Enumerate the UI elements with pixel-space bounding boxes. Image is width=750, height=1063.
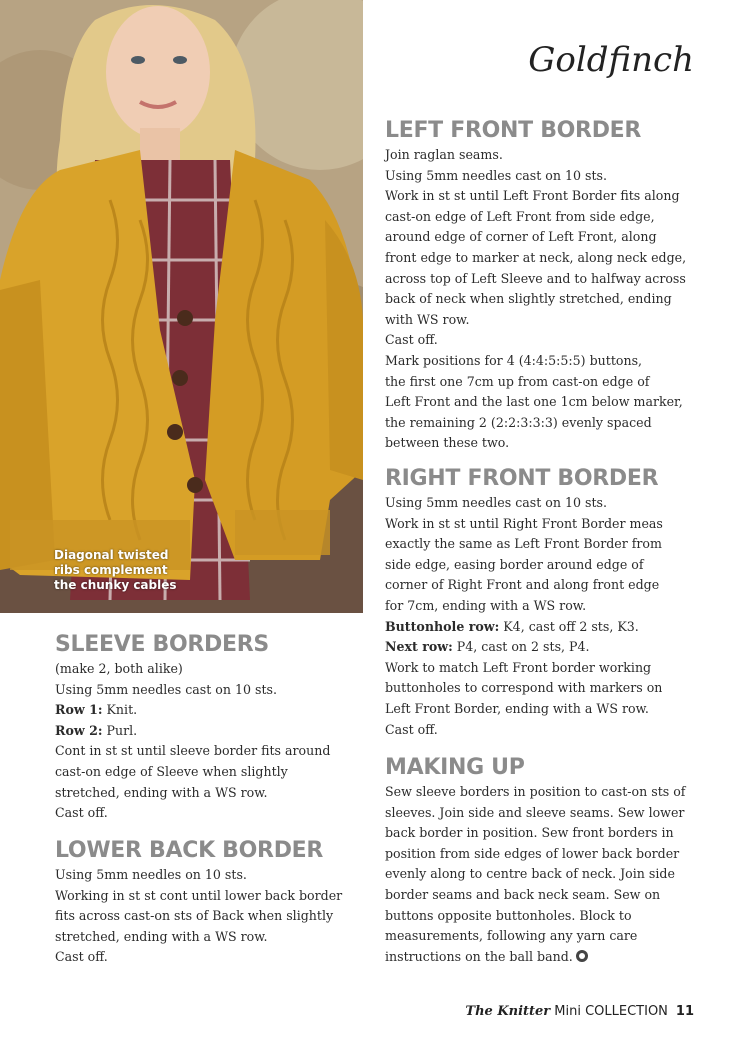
text-line: Cast off. (385, 332, 438, 348)
text-line: Left Front Border, ending with a WS row. (385, 700, 649, 716)
text-line: Using 5mm needles on 10 sts. (55, 867, 247, 882)
text-line: back of neck when slightly stretched, ending (385, 291, 672, 307)
text-line: back border in position. Sew front borders in (385, 825, 674, 841)
section-heading: LOWER BACK BORDER (55, 838, 324, 863)
section-heading: SLEEVE BORDERS (55, 632, 269, 657)
caption-line: ribs complement (54, 563, 168, 577)
text-line: Sew sleeve borders in position to cast-on sts of (385, 784, 686, 799)
text-line (385, 947, 685, 968)
text-line: evenly along to centre back of neck. Join side (385, 866, 675, 882)
text-line: stretched, ending with a WS row. (55, 784, 268, 800)
text-line: across top of Left Sleeve and to halfway across (385, 270, 686, 286)
section-body (55, 865, 342, 968)
text-line: Join raglan seams. (385, 147, 503, 162)
row-label: Buttonhole row: (385, 618, 500, 634)
left-front-border-section (385, 118, 686, 454)
text-line: position from side edges of lower back border (385, 845, 680, 861)
buttonhole-row (385, 617, 663, 638)
row-text: P4, cast on 2 sts, P4. (452, 639, 590, 655)
text-line: Work in st st until Left Front Border fits along (385, 188, 680, 204)
text-line: Work to match Left Front border working (385, 659, 652, 675)
row-2 (55, 721, 330, 742)
caption-line: Diagonal twisted (54, 548, 169, 562)
text-line: corner of Right Front and along front edge (385, 577, 660, 593)
next-row (385, 637, 663, 658)
text-line: cast-on edge of Left Front from side edge, (385, 208, 655, 224)
text-line: Cast off. (55, 949, 108, 965)
row-text: Purl. (102, 722, 138, 738)
section-body (385, 493, 663, 740)
text-line: Using 5mm needles cast on 10 sts. (55, 681, 278, 697)
section-body (385, 145, 686, 454)
text-line: around edge of corner of Left Front, along (385, 229, 657, 245)
photo-caption (54, 548, 204, 593)
last-line: instructions on the ball band. (385, 948, 573, 964)
text-line: the remaining 2 (2:2:3:3:3) evenly spaced (385, 414, 652, 430)
text-line: Using 5mm needles cast on 10 sts. (385, 495, 608, 510)
text-line: measurements, following any yarn care (385, 928, 638, 944)
text-line: stretched, ending with a WS row. (55, 928, 268, 944)
text-line: sleeves. Join side and sleeve seams. Sew lower (385, 804, 685, 820)
text-line: Work in st st until Right Front Border meas (385, 515, 663, 531)
text-line: (make 2, both alike) (55, 661, 183, 676)
row-text: K4, cast off 2 sts, K3. (499, 618, 639, 634)
caption-line: the chunky cables (54, 578, 177, 592)
text-line: the first one 7cm up from cast-on edge of (385, 373, 650, 389)
text-line: Left Front and the last one 1cm below marker, (385, 394, 683, 410)
right-front-border-section (385, 466, 663, 740)
magazine-brand: The Knitter (465, 1004, 551, 1019)
page-footer (465, 1004, 694, 1019)
text-line: cast-on edge of Sleeve when slightly (55, 763, 288, 779)
section-heading: MAKING UP (385, 755, 525, 780)
collection-label: Mini COLLECTION (550, 1004, 668, 1019)
text-line: border seams and back neck seam. Sew on (385, 886, 661, 902)
lower-back-border-section (55, 838, 342, 968)
making-up-section (385, 755, 685, 967)
text-line: between these two. (385, 435, 510, 451)
text-line: buttons opposite buttonholes. Block to (385, 907, 632, 923)
section-heading: RIGHT FRONT BORDER (385, 466, 659, 491)
text-line: Cont in st st until sleeve border fits around (55, 743, 331, 759)
text-line: exactly the same as Left Front Border from (385, 536, 662, 552)
cardigan-photo (0, 0, 363, 613)
text-line: fits across cast-on sts of Back when slightly (55, 908, 334, 924)
row-label: Row 2: (55, 722, 103, 738)
pattern-title: Goldfinch (528, 40, 694, 80)
page-number: 11 (675, 1004, 694, 1019)
text-line: Cast off. (385, 721, 438, 737)
text-line: Working in st st cont until lower back border (55, 887, 343, 903)
text-line: Using 5mm needles cast on 10 sts. (385, 167, 608, 183)
sleeve-borders-section (55, 632, 330, 824)
row-text: Knit. (102, 702, 138, 718)
text-line: buttonholes to correspond with markers on (385, 680, 663, 696)
text-line: side edge, easing border around edge of (385, 556, 644, 572)
text-line: Mark positions for 4 (4:4:5:5:5) buttons, (385, 352, 643, 368)
section-body (385, 782, 685, 967)
section-heading: LEFT FRONT BORDER (385, 118, 642, 143)
row-1 (55, 700, 330, 721)
cardigan-illustration (0, 0, 363, 613)
text-line: with WS row. (385, 311, 470, 327)
text-line: Cast off. (55, 805, 108, 821)
row-label: Row 1: (55, 702, 103, 718)
row-label: Next row: (385, 639, 453, 655)
text-line: for 7cm, ending with a WS row. (385, 597, 587, 613)
text-line: front edge to marker at neck, along neck edge, (385, 249, 687, 265)
end-mark-icon (576, 950, 588, 962)
section-body (55, 659, 330, 824)
